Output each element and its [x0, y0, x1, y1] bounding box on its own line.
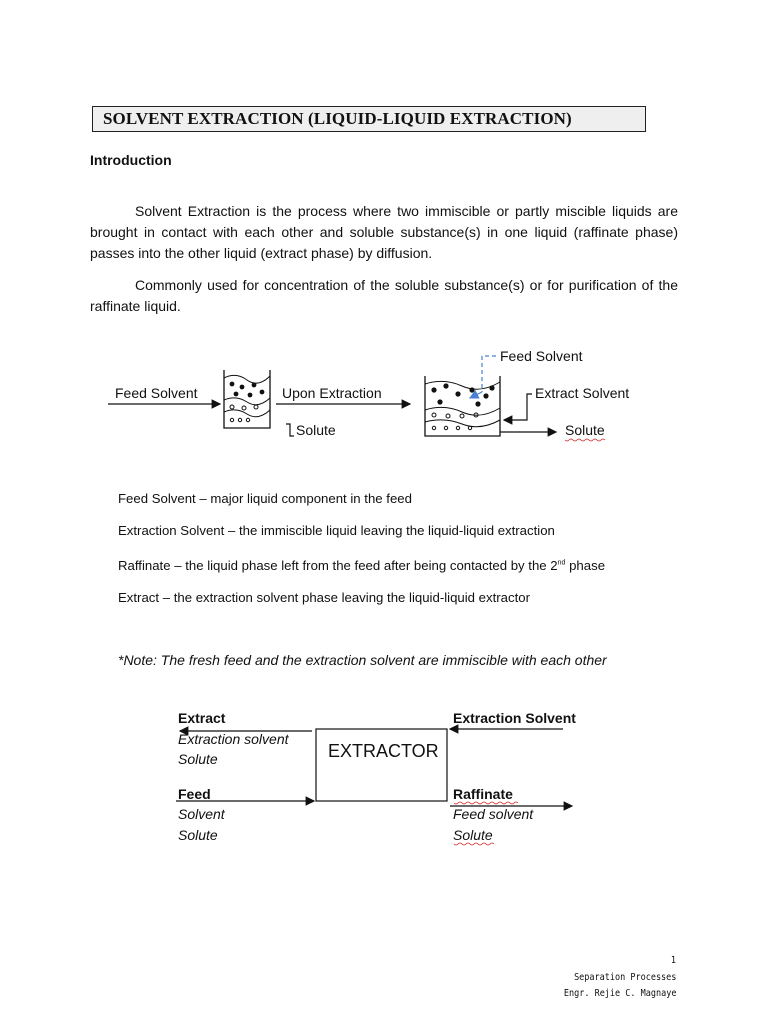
footer-course: Separation Processes — [573, 972, 676, 983]
def-raffinate-main: Raffinate – the liquid phase left from the feed after being contacted by the 2 — [118, 558, 558, 573]
d2-extract-sub1: Extraction solvent — [178, 731, 289, 747]
def-extraction-solvent: Extraction Solvent – the immiscible liquid leaving the liquid-liquid extraction — [118, 523, 555, 538]
d2-raffinate-sub1: Feed solvent — [453, 806, 534, 822]
def-raffinate-sup: nd — [557, 559, 566, 567]
extractor-box — [316, 729, 447, 801]
d2-raffinate-label: Raffinate — [453, 786, 513, 802]
d1-feed-solvent-left: Feed Solvent — [115, 385, 198, 401]
d2-feed-label: Feed — [178, 786, 211, 802]
d1-upon-extraction: Upon Extraction — [282, 385, 382, 401]
def-extract: Extract – the extraction solvent phase leaving the liquid-liquid extractor — [118, 590, 530, 605]
paragraph-2-text: Commonly used for concentration of the soluble substance(s) or for purification of the raffinate liquid. — [90, 277, 678, 314]
def-feed-solvent: Feed Solvent – major liquid component in the feed — [118, 491, 412, 506]
d2-extractor: EXTRACTOR — [328, 741, 439, 761]
def-raffinate-tail: phase — [565, 558, 606, 573]
def-raffinate — [118, 558, 605, 573]
d1-extract-solvent: Extract Solvent — [535, 385, 630, 401]
d2-feed-sub2: Solute — [178, 827, 218, 843]
d2-feed-sub1: Solvent — [178, 806, 225, 822]
footer-page-number: 1 — [670, 955, 676, 966]
page-title: SOLVENT EXTRACTION (LIQUID-LIQUID EXTRACTION) — [103, 109, 572, 128]
note: *Note: The fresh feed and the extraction solvent are immiscible with each other — [118, 652, 607, 668]
vessel-left — [224, 370, 270, 428]
d1-feed-solvent-top: Feed Solvent — [500, 348, 583, 364]
footer-author: Engr. Rejie C. Magnaye — [563, 988, 676, 999]
d1-solute-left: Solute — [296, 422, 336, 438]
d2-extract-label: Extract — [178, 710, 226, 726]
d2-raffinate-sub2: Solute — [453, 827, 493, 843]
d2-extract-sub2: Solute — [178, 751, 218, 767]
intro-heading: Introduction — [90, 152, 172, 168]
d1-solute-right: Solute — [565, 422, 605, 438]
paragraph-1-text: Solvent Extraction is the process where two immiscible or partly miscible liquids are brought in contact with each other and soluble substance(s) in one liquid (raffinate phase) passes into the other liquid (extract phase) by diffusion. — [90, 203, 678, 261]
d2-extraction-solvent-label: Extraction Solvent — [453, 710, 576, 726]
vessel-right — [425, 376, 500, 436]
